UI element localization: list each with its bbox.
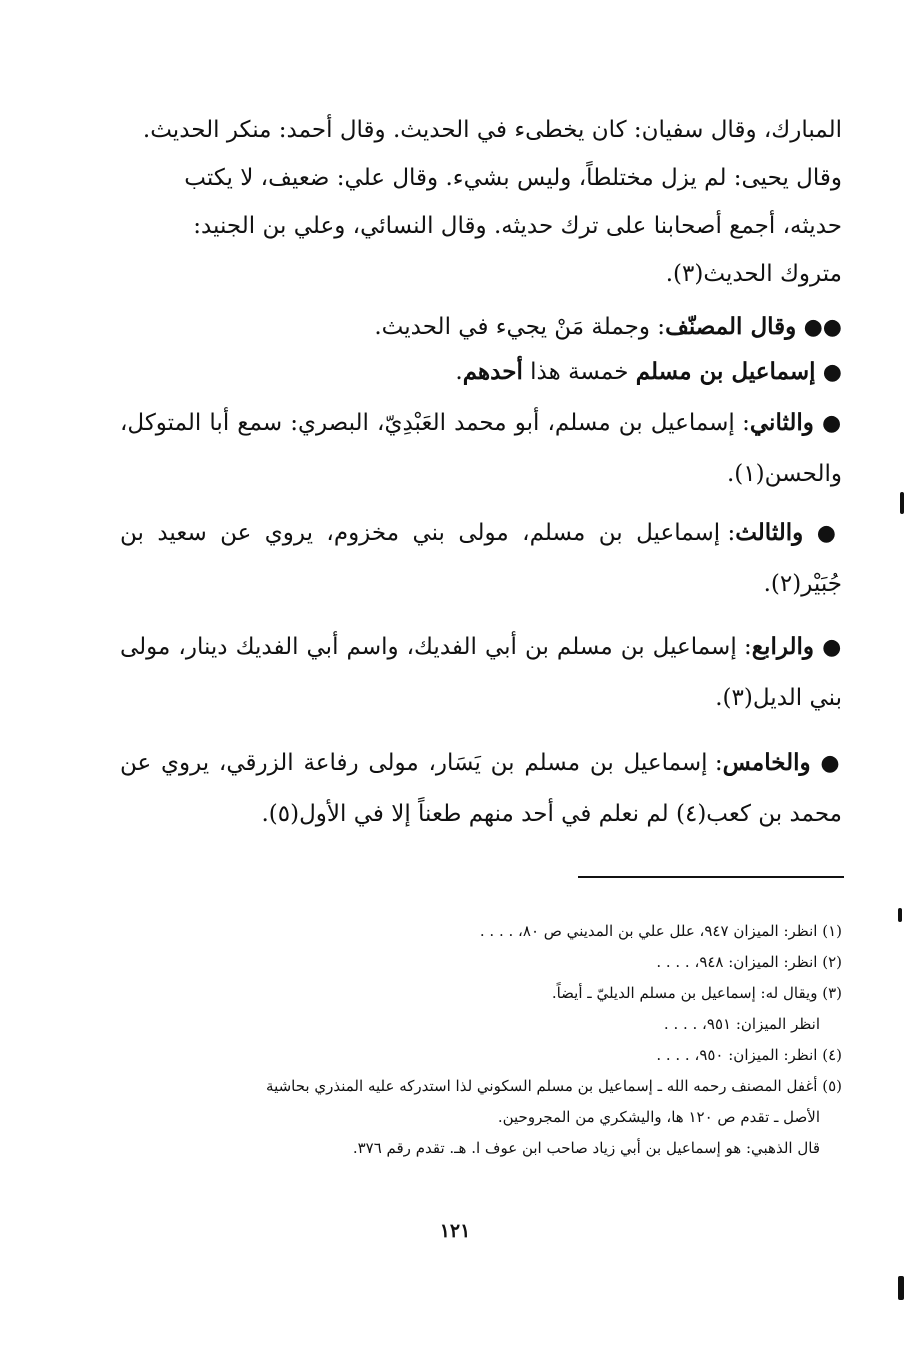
entry-text: : إسماعيل بن مسلم، أبو محمد العَبْدِيّ، البصري: سمع أبا المتوكل، والحسن(١). bbox=[120, 410, 842, 487]
bullet-icon: ● bbox=[822, 411, 842, 436]
paragraph-opening bbox=[120, 106, 842, 298]
entry-fifth bbox=[120, 738, 842, 839]
footnote-3-continued: انظر الميزان: ٩٥١، . . . . bbox=[663, 1015, 820, 1033]
entry-text: : إسماعيل بن مسلم بن أبي الفديك، واسم أبي الفديك دينار، مولى بني الديل(٣). bbox=[120, 634, 842, 711]
bullet-icon: ● bbox=[820, 751, 842, 776]
footnote-separator bbox=[578, 876, 844, 878]
statement-line bbox=[120, 305, 842, 350]
footnote-5-note: قال الذهبي: هو إسماعيل بن أبي زياد صاحب ابن عوف ا. هـ. تقدم رقم ٣٧٦. bbox=[352, 1139, 820, 1157]
page-number: ١٢١ bbox=[439, 1220, 471, 1242]
footnotes bbox=[120, 916, 842, 1164]
entry-third bbox=[120, 508, 842, 609]
bullet-icon: ● bbox=[822, 360, 842, 385]
entry-text: : إسماعيل بن مسلم بن يَسَار، مولى رفاعة الزرقي، يروي عن محمد بن كعب(٤) لم نعلم في أحد منهم طعناً إلا في الأول(٥). bbox=[120, 750, 842, 827]
entry-second bbox=[120, 398, 842, 499]
text-line: المبارك، وقال سفيان: كان يخطىء في الحديث. وقال أحمد: منكر الحديث. bbox=[142, 117, 842, 143]
entry-text: : إسماعيل بن مسلم، مولى بني مخزوم، يروي عن سعيد بن جُبَيْر(٢). bbox=[120, 520, 842, 597]
entry-label: والثاني bbox=[749, 409, 814, 436]
heading-bold: أحدهم bbox=[462, 358, 523, 385]
statement-line bbox=[120, 350, 842, 395]
bullet-icon: ● bbox=[816, 521, 842, 546]
footnote-5-continued: الأصل ـ تقدم ص ١٢٠ ها، واليشكري من المجروحين. bbox=[497, 1108, 820, 1126]
entry-label: والثالث bbox=[735, 519, 804, 546]
author-statement bbox=[120, 305, 842, 395]
footnote-4: (٤) انظر: الميزان: ٩٥٠، . . . . bbox=[656, 1046, 842, 1064]
text-line: متروك الحديث(٣). bbox=[665, 261, 842, 287]
bullet-icon: ● bbox=[822, 635, 843, 660]
text-line: حديثه، أجمع أصحابنا على ترك حديثه. وقال النسائي، وعلي بن الجنيد: bbox=[193, 213, 842, 239]
statement-text: : وجملة مَنْ يجيء في الحديث. bbox=[374, 314, 666, 340]
scan-edge-mark bbox=[898, 1276, 904, 1300]
text-line: وقال يحيى: لم يزل مختلطاً، وليس بشيء. وقال علي: ضعيف، لا يكتب bbox=[184, 165, 842, 191]
heading-bold: إسماعيل بن مسلم bbox=[635, 358, 816, 385]
statement-text: . bbox=[455, 359, 463, 385]
scan-edge-mark bbox=[898, 908, 902, 922]
scan-edge-mark bbox=[900, 492, 904, 514]
footnote-3: (٣) ويقال له: إسماعيل بن مسلم الديليّ ـ أيضاً. bbox=[551, 984, 842, 1002]
heading-bold: وقال المصنّف bbox=[665, 313, 797, 340]
footnote-1: (١) انظر: الميزان ٩٤٧، علل علي بن المديني ص ٨٠، . . . . bbox=[479, 922, 842, 940]
entry-label: والرابع bbox=[751, 633, 815, 660]
statement-text: خمسة هذا bbox=[522, 359, 636, 385]
footnote-5: (٥) أغفل المصنف رحمه الله ـ إسماعيل بن مسلم السكوني لذا استدركه عليه المنذري بحاشية bbox=[266, 1077, 842, 1095]
double-bullet-icon: ●● bbox=[803, 315, 842, 340]
footnote-2: (٢) انظر: الميزان: ٩٤٨، . . . . bbox=[656, 953, 842, 971]
entry-label: والخامس bbox=[722, 749, 811, 776]
entry-fourth bbox=[120, 622, 842, 723]
